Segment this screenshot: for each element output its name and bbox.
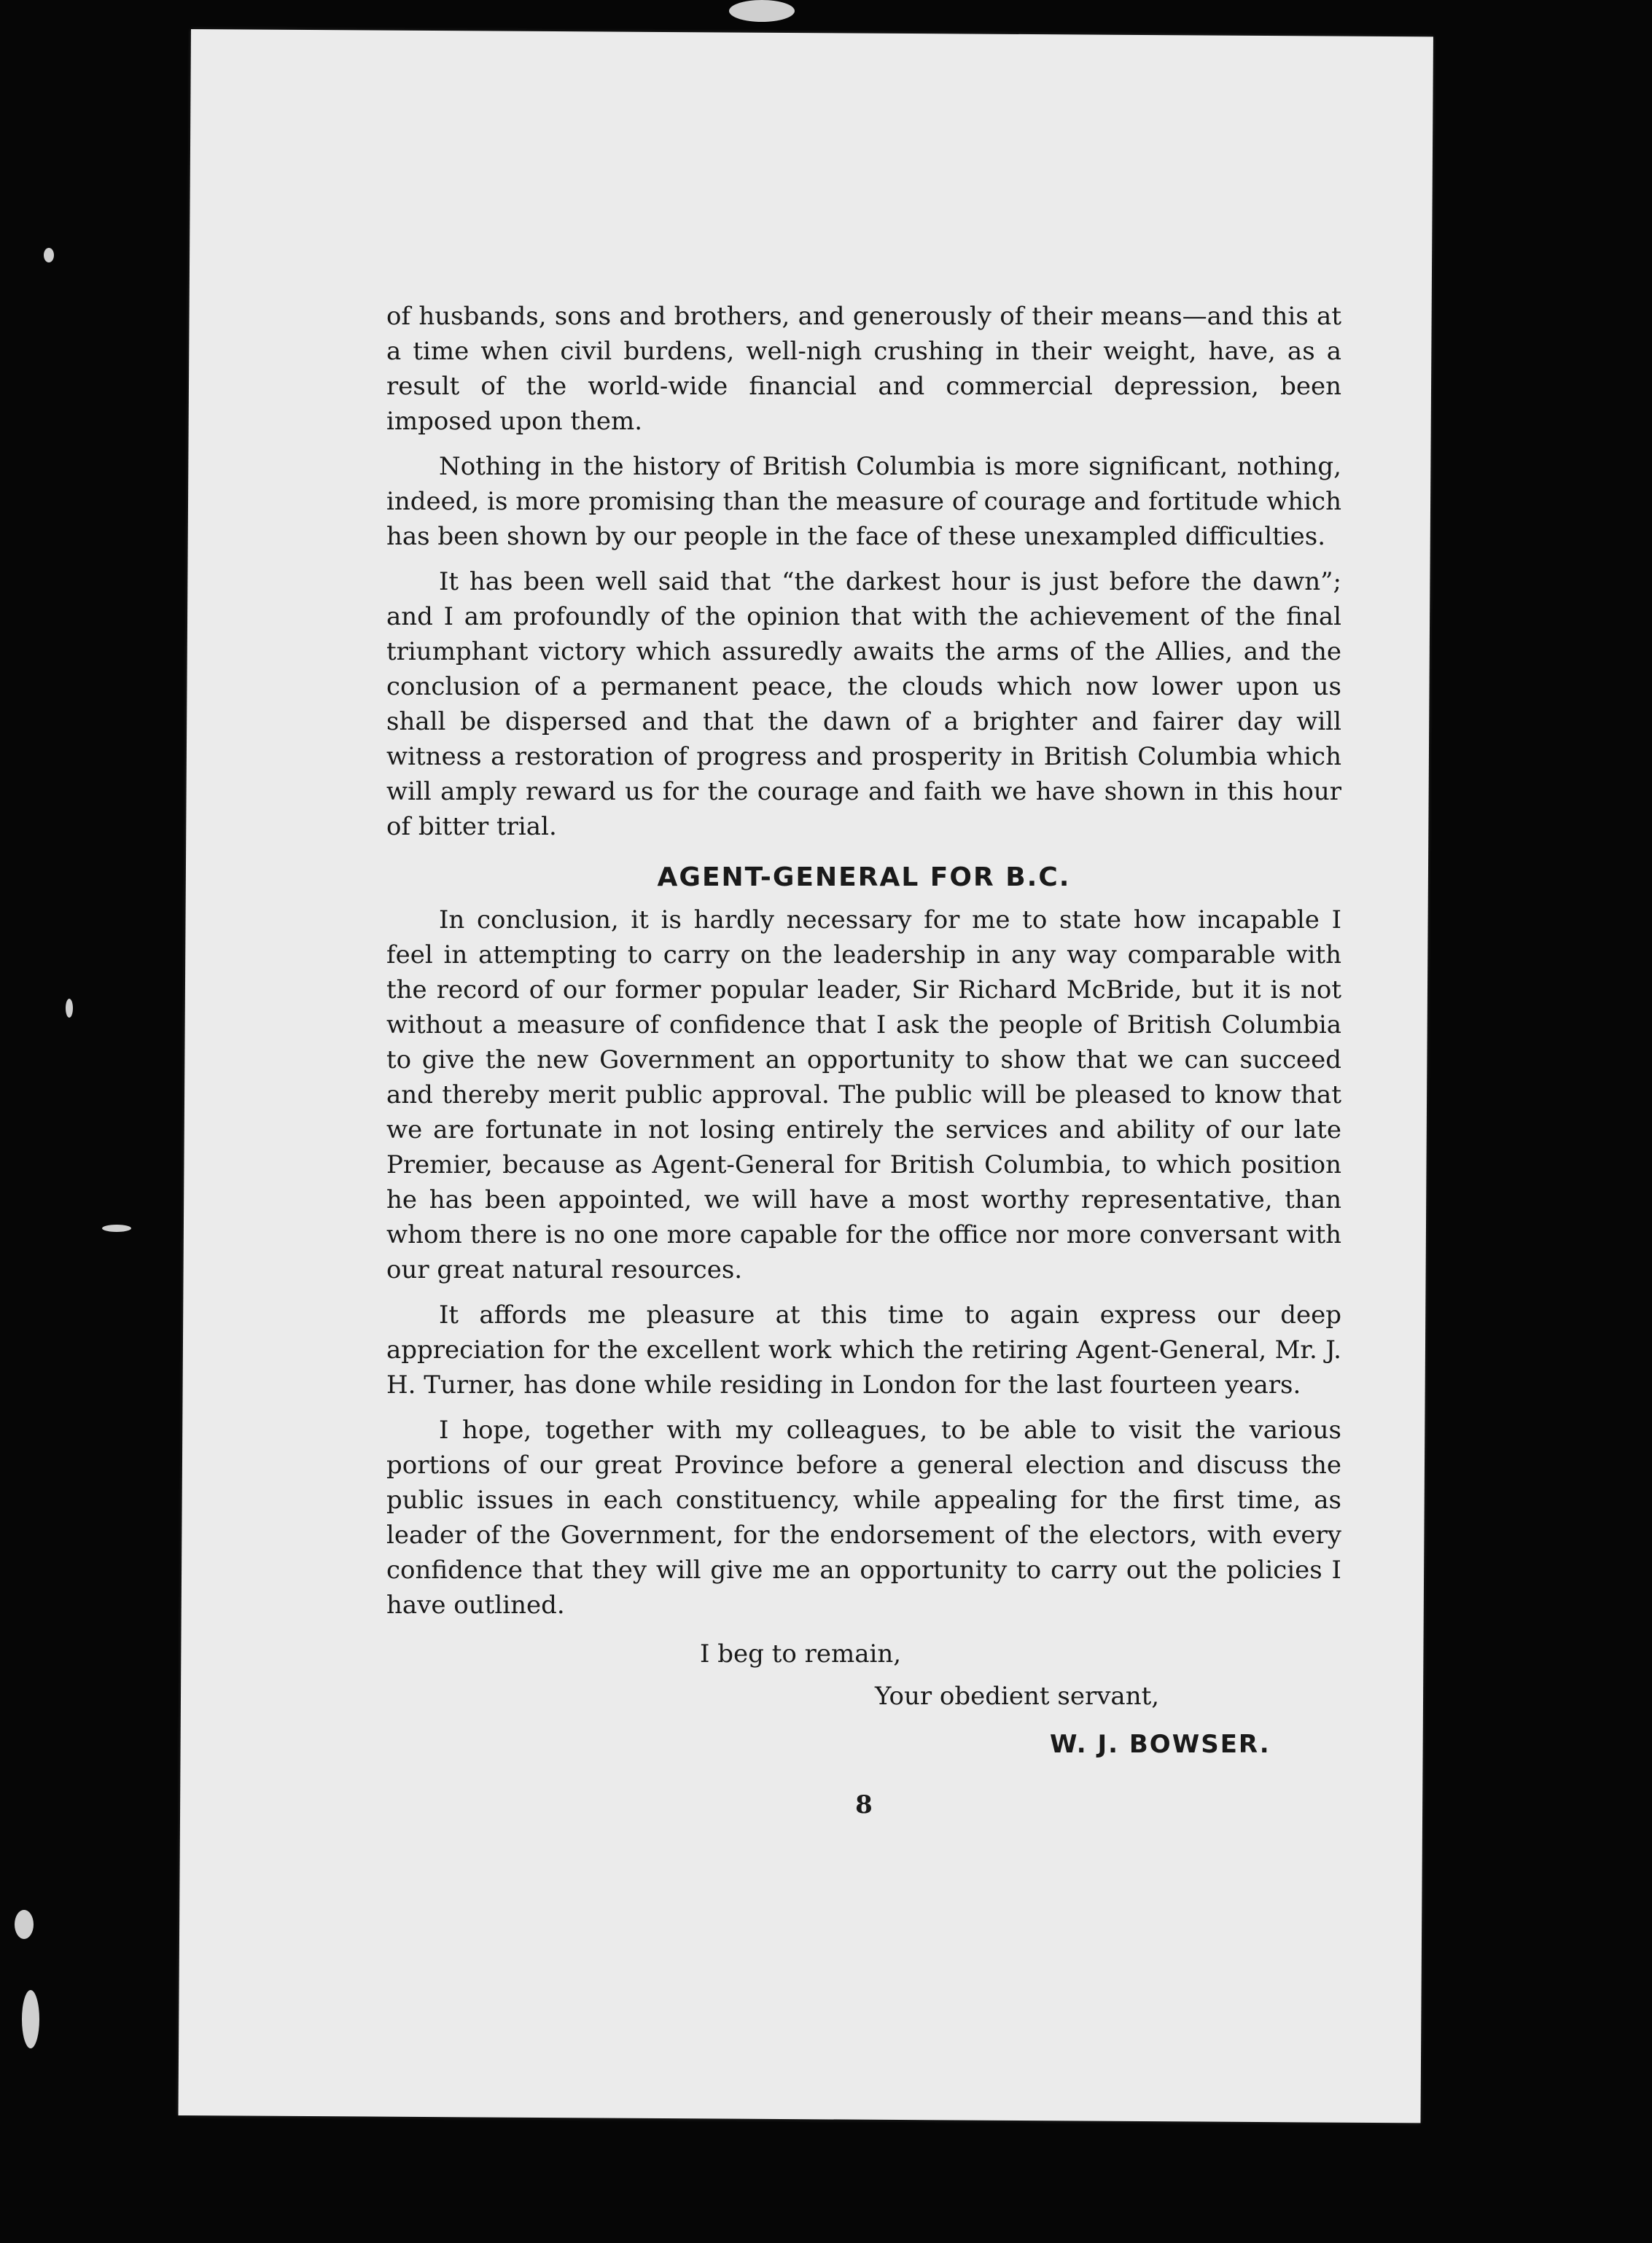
paragraph-appreciation: It affords me pleasure at this time to again express our deep appreciation for the excellent work which the retiring Agent-General, Mr. J. H. Turner, has done while residing in London for the last fourteen years.	[386, 1300, 1341, 1400]
film-speck	[729, 0, 795, 22]
paragraph-significance: Nothing in the history of British Columbia is more significant, nothing, indeed, is more promising than the measure of courage and fortitude which has been shown by our people in the face of these unexampled difficulties.	[386, 452, 1341, 551]
signature: W. J. BOWSER.	[1050, 1730, 1271, 1759]
paragraph-continuation: of husbands, sons and brothers, and generously of their means—and this at a time when civil burdens, well-nigh crushing in their weight, have, as a result of the world-wide financial and commercial depression, been imposed upon them.	[386, 302, 1341, 436]
closing-remain: I beg to remain,	[700, 1639, 902, 1669]
closing-servant: Your obedient servant,	[875, 1682, 1160, 1711]
film-speck	[15, 1910, 34, 1939]
document-body	[386, 299, 1341, 1822]
paragraph-hope: I hope, together with my colleagues, to be able to visit the various portions of our great Province before a general election and discuss the public issues in each constituency, while appealing for the first time, as leader of the Government, for the endorsement of the electors, with every confidence that they will give me an opportunity to carry out the policies I have outlined.	[386, 1416, 1341, 1620]
section-heading: AGENT-GENERAL FOR B.C.	[657, 862, 1071, 892]
film-speck	[102, 1225, 131, 1232]
paragraph-darkest-hour: It has been well said that “the darkest hour is just before the dawn”; and I am profoundly of the opinion that with the achievement of the final triumphant victory which assuredly awaits the arms of the Allies, and the conclusion of a permanent peace, the clouds which now lower upon us shall be dispersed and that the dawn of a brighter and fairer day will witness a restoration of progress and prosperity in British Columbia which will amply reward us for the courage and faith we have shown in this hour of bitter trial.	[386, 567, 1341, 841]
film-speck	[22, 1990, 39, 2048]
film-speck	[44, 248, 54, 262]
letter-closing	[386, 1633, 1341, 1766]
paragraph-conclusion: In conclusion, it is hardly necessary for me to state how incapable I feel in attempting to carry on the leadership in any way comparable with the record of our former popular leader, Sir Richard McBride, but it is not without a measure of confidence that I ask the people of British Columbia to give the new Government an opportunity to show that we can succeed and thereby merit public approval. The public will be pleased to know that we are fortunate in not losing entirely the services and ability of our late Premier, because as Agent-General for British Columbia, to which position he has been appointed, we will have a most worthy representative, than whom there is no one more capable for the office nor more conversant with our great natural resources.	[386, 905, 1341, 1284]
film-speck	[66, 999, 73, 1018]
page-number: 8	[855, 1790, 873, 1819]
